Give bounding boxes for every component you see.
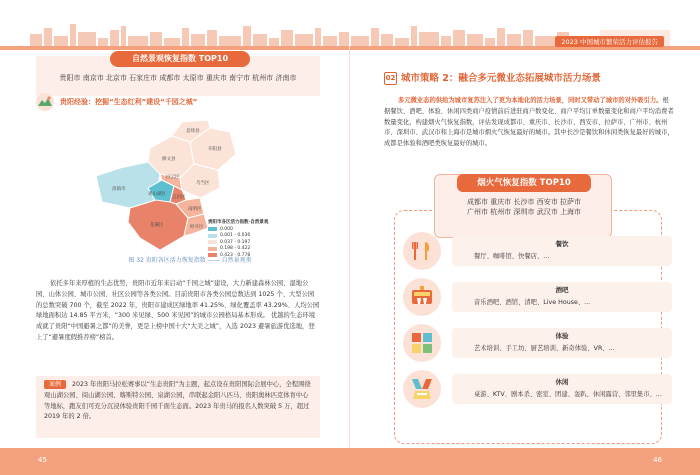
- case-tag: 案例: [44, 380, 66, 389]
- case-text: 2023 年贵阳马拉松赛事以“生态贵阳”为主题，起点设在贵阳国际会展中心，全程围绕观山湖公园、阅山湖公园、喀斯特公园、泉湖公园，串联起金阳八匹马、贵阳奥林匹克体育中心等地标，跑友们可充分沉浸体验贵阳千园千面生态面。2023 年贵马的报名人数突破 5 万，超过 2019 年的 2 倍。: [44, 381, 311, 421]
- legend-range: 0.037 - 0.197: [220, 239, 251, 245]
- pub-icon: [409, 284, 435, 310]
- legend-range: 0.000: [220, 226, 233, 232]
- map-legend: [208, 219, 268, 259]
- case-heading: [36, 93, 326, 115]
- label-jingkai: 经开区: [190, 225, 204, 230]
- right-page-footer: [350, 448, 700, 475]
- label-yunyan: 云岩区: [172, 195, 186, 200]
- legend-swatch: [208, 240, 217, 244]
- body-paragraph: 依托多年来厚植的生态优势，贵阳市近年来启动“千园之城”建设，大力新建森林公园、湿地公园、山体公园、城市公园、社区公园等各类公园。目前贵阳市各类公园总数达到 1025 个、大型公园的总数突破 700 个，截至 2022 年，贵阳市建成区绿地率 41.25%、绿化覆盖率 43.29%、人均公园绿地面积达 14.85 平方米，“300 米见绿、500 米见园”的城市公园格局基本形成。 优越的生态环境成就了贵阳“中国避暑之都”的美誉，更是上榜中国十大“大美之城”，入选 2023 避暑旅游优选地，登上了“避暑度假推荐榜”榜首。: [36, 280, 320, 341]
- category-box: [452, 282, 672, 312]
- category-box: [452, 328, 672, 358]
- category-items: 艺术培训、手工坊、厨艺培训、新奇体验、VR、...: [474, 345, 615, 352]
- legend-range: 0.198 - 0.422: [220, 246, 251, 252]
- category-box: [452, 374, 672, 404]
- legend-swatch: [208, 234, 217, 238]
- body-paragraph: [384, 96, 674, 150]
- left-page: [0, 46, 350, 475]
- fire-index-cities: [443, 197, 605, 217]
- category-name: 餐饮: [555, 240, 569, 248]
- cube-icon: [410, 331, 434, 355]
- legend-title: 贵阳市各区活力指数-自然景观: [208, 220, 269, 225]
- strategy-title: 城市策略 2：融合多元微业态拓展城市活力场景: [401, 73, 601, 84]
- case-box: [36, 376, 320, 438]
- label-baiyun: 白云区: [166, 175, 180, 180]
- strategy-number: 02: [384, 72, 397, 85]
- category-name: 休闲: [555, 378, 569, 386]
- legend-range: 0.423 - 0.778: [220, 252, 251, 258]
- label-xifeng: 息烽县: [186, 129, 200, 134]
- legend-range: 0.001 - 0.036: [220, 233, 251, 239]
- fire-index-box: [434, 174, 612, 238]
- category-items: 音乐酒吧、酒馆、清吧、Live House、...: [474, 299, 591, 306]
- body-text: 根据餐饮、酒吧、体验、休闲四类商户疫情前后进驻商户数变化、商户平均订单数量变化和商户平均消费者数量变化，构建烟火气恢复指数，评估发现成都市、重庆市、长沙市、西安市、拉萨市、广州市、杭州市、深圳市、武汉市和上海市是城市烟火气恢复最好的城市。其中长沙是餐饮和休闲类恢复最好的城市，成都是体验和酒吧类恢复最好的城市。: [384, 97, 674, 148]
- spotlight-icon: [409, 376, 435, 402]
- left-page-footer: [0, 448, 350, 475]
- category-row-dining: [400, 230, 650, 272]
- district-qingzhen: [96, 162, 160, 208]
- case-heading-text: 贵阳经验：挖掘“生态红利”建设“千园之城”: [60, 98, 198, 106]
- legend-swatch: [208, 247, 217, 251]
- label-xiuwen: 修文县: [162, 157, 176, 162]
- category-row-experience: [400, 322, 650, 364]
- label-kaiyang: 开阳县: [208, 147, 222, 152]
- category-row-leisure: [400, 368, 662, 410]
- legend-swatch: [208, 227, 217, 231]
- top10-title: 自然景观恢复指数 TOP10: [110, 51, 250, 67]
- category-box: [452, 236, 672, 266]
- category-name: 体验: [555, 332, 569, 340]
- page-number: 46: [653, 456, 662, 464]
- right-page: [350, 46, 700, 475]
- top10-cities: 贵阳市 南京市 北京市 石家庄市 成都市 太原市 重庆市 南宁市 杭州市 济南市: [59, 74, 297, 82]
- report-title: 2023 中国城市繁荣活力评估报告: [555, 36, 664, 47]
- strategy-heading: [384, 70, 601, 85]
- category-items: 餐厅、咖啡馆、快餐店、...: [474, 253, 550, 260]
- label-qingzhen: 清镇市: [112, 187, 126, 192]
- utensils-icon: [410, 239, 434, 263]
- label-guanshanhu: 观山湖区: [148, 192, 166, 197]
- category-row-bar: [400, 276, 650, 318]
- fire-cities-line: 广州市 杭州市 深圳市 武汉市 上海市: [467, 208, 581, 216]
- figure-caption: 图 32 贵阳各区活力恢复指数 —— 自然景观类: [128, 257, 252, 264]
- top10-box: [36, 56, 320, 96]
- category-items: 桌游、KTV、剧本杀、密室、团建、轰趴、休闲露营、邻里集市、...: [474, 391, 662, 398]
- highlight-text: 多元微业态的供给为城市复苏注入了更为本地化的活力场景，同时又带动了城市的对外吸引力。: [398, 97, 663, 104]
- label-nanming: 南明区: [188, 207, 202, 212]
- fire-cities-line: 成都市 重庆市 长沙市 西安市 拉萨市: [467, 198, 581, 206]
- label-wudang: 乌当区: [196, 181, 210, 186]
- category-name: 酒吧: [555, 286, 569, 294]
- fire-index-title: 烟火气恢复指数 TOP10: [457, 174, 591, 192]
- label-huaxi: 花溪区: [150, 223, 164, 228]
- page-number: 45: [38, 456, 47, 464]
- landscape-icon: [36, 93, 54, 111]
